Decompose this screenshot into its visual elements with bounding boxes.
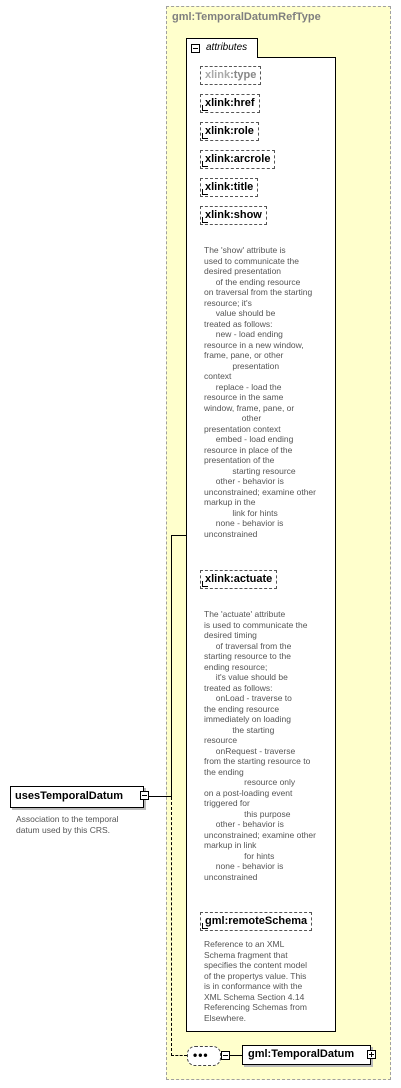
show-documentation: The 'show' attribute is used to communicate the desired presentation of the ending resource on traversal from the starting resource; it's value should be treated as follows: new - load ending resource in a new window, frame, pane, or other presentation context replace - load the resource in the same window, frame, pane, or other presentation context embed - load ending resource in place of the presentation of the starting resource other - behavior is unconstrained; examine other markup in the link for hints none - behavior is unconstrained bbox=[204, 245, 316, 539]
remoteschema-documentation: Reference to an XML Schema fragment that specifies the content model of the propertys value. This is in conformance with the XML Schema Section 4.14 Referencing Schemas from Elsewhere. bbox=[204, 939, 308, 1023]
reference-arrow-icon bbox=[202, 161, 208, 167]
attribute-xlink-actuate[interactable]: xlink:actuate bbox=[200, 570, 277, 589]
attribute-xlink-role[interactable]: xlink:role bbox=[200, 122, 259, 141]
element-name: usesTemporalDatum bbox=[15, 790, 123, 802]
expand-element-icon[interactable] bbox=[367, 1050, 376, 1059]
element-documentation: Association to the temporal datum used by this CRS. bbox=[16, 814, 119, 835]
complex-type-title: gml:TemporalDatumRefType bbox=[172, 11, 321, 23]
reference-arrow-icon bbox=[202, 133, 208, 139]
sequence-icon: ••• bbox=[193, 1048, 209, 1062]
actuate-documentation: The 'actuate' attribute is used to communicate the desired timing of traversal from the starting resource to the ending resource; it's value should be treated as follows: onLoad - traverse to the ending resource immediately on loading the starting resource onRequest - traverse from the starting resource to the ending resource only on a post-loading event triggered for this purpose other - behavior is unconstrained; examine other markup in link for hints none - behavior is unconstrained bbox=[204, 609, 316, 882]
collapse-element-icon[interactable] bbox=[140, 791, 149, 800]
attribute-xlink-arcrole[interactable]: xlink:arcrole bbox=[200, 150, 275, 169]
attributes-label: attributes bbox=[206, 42, 248, 53]
attribute-xlink-show[interactable]: xlink:show bbox=[200, 206, 267, 225]
connector-line bbox=[171, 535, 187, 536]
child-element-name: gml:TemporalDatum bbox=[248, 1048, 355, 1060]
connector-line-dashed bbox=[171, 1055, 187, 1056]
reference-arrow-icon bbox=[202, 105, 208, 111]
collapse-attributes-icon[interactable] bbox=[191, 44, 200, 53]
attribute-xlink-title[interactable]: xlink:title bbox=[200, 178, 258, 197]
reference-arrow-icon bbox=[202, 923, 208, 929]
reference-arrow-icon bbox=[202, 581, 208, 587]
reference-arrow-icon bbox=[202, 189, 208, 195]
collapse-sequence-icon[interactable] bbox=[221, 1051, 230, 1060]
attribute-xlink-type[interactable]: xlink:type bbox=[200, 66, 261, 85]
connector-line bbox=[230, 1055, 242, 1056]
connector-line bbox=[171, 535, 172, 797]
reference-arrow-icon bbox=[202, 217, 208, 223]
attribute-gml-remoteschema[interactable]: gml:remoteSchema bbox=[200, 912, 312, 931]
attribute-xlink-href[interactable]: xlink:href bbox=[200, 94, 260, 113]
attributes-group bbox=[186, 57, 336, 1032]
connector-line-dashed bbox=[171, 797, 172, 1056]
